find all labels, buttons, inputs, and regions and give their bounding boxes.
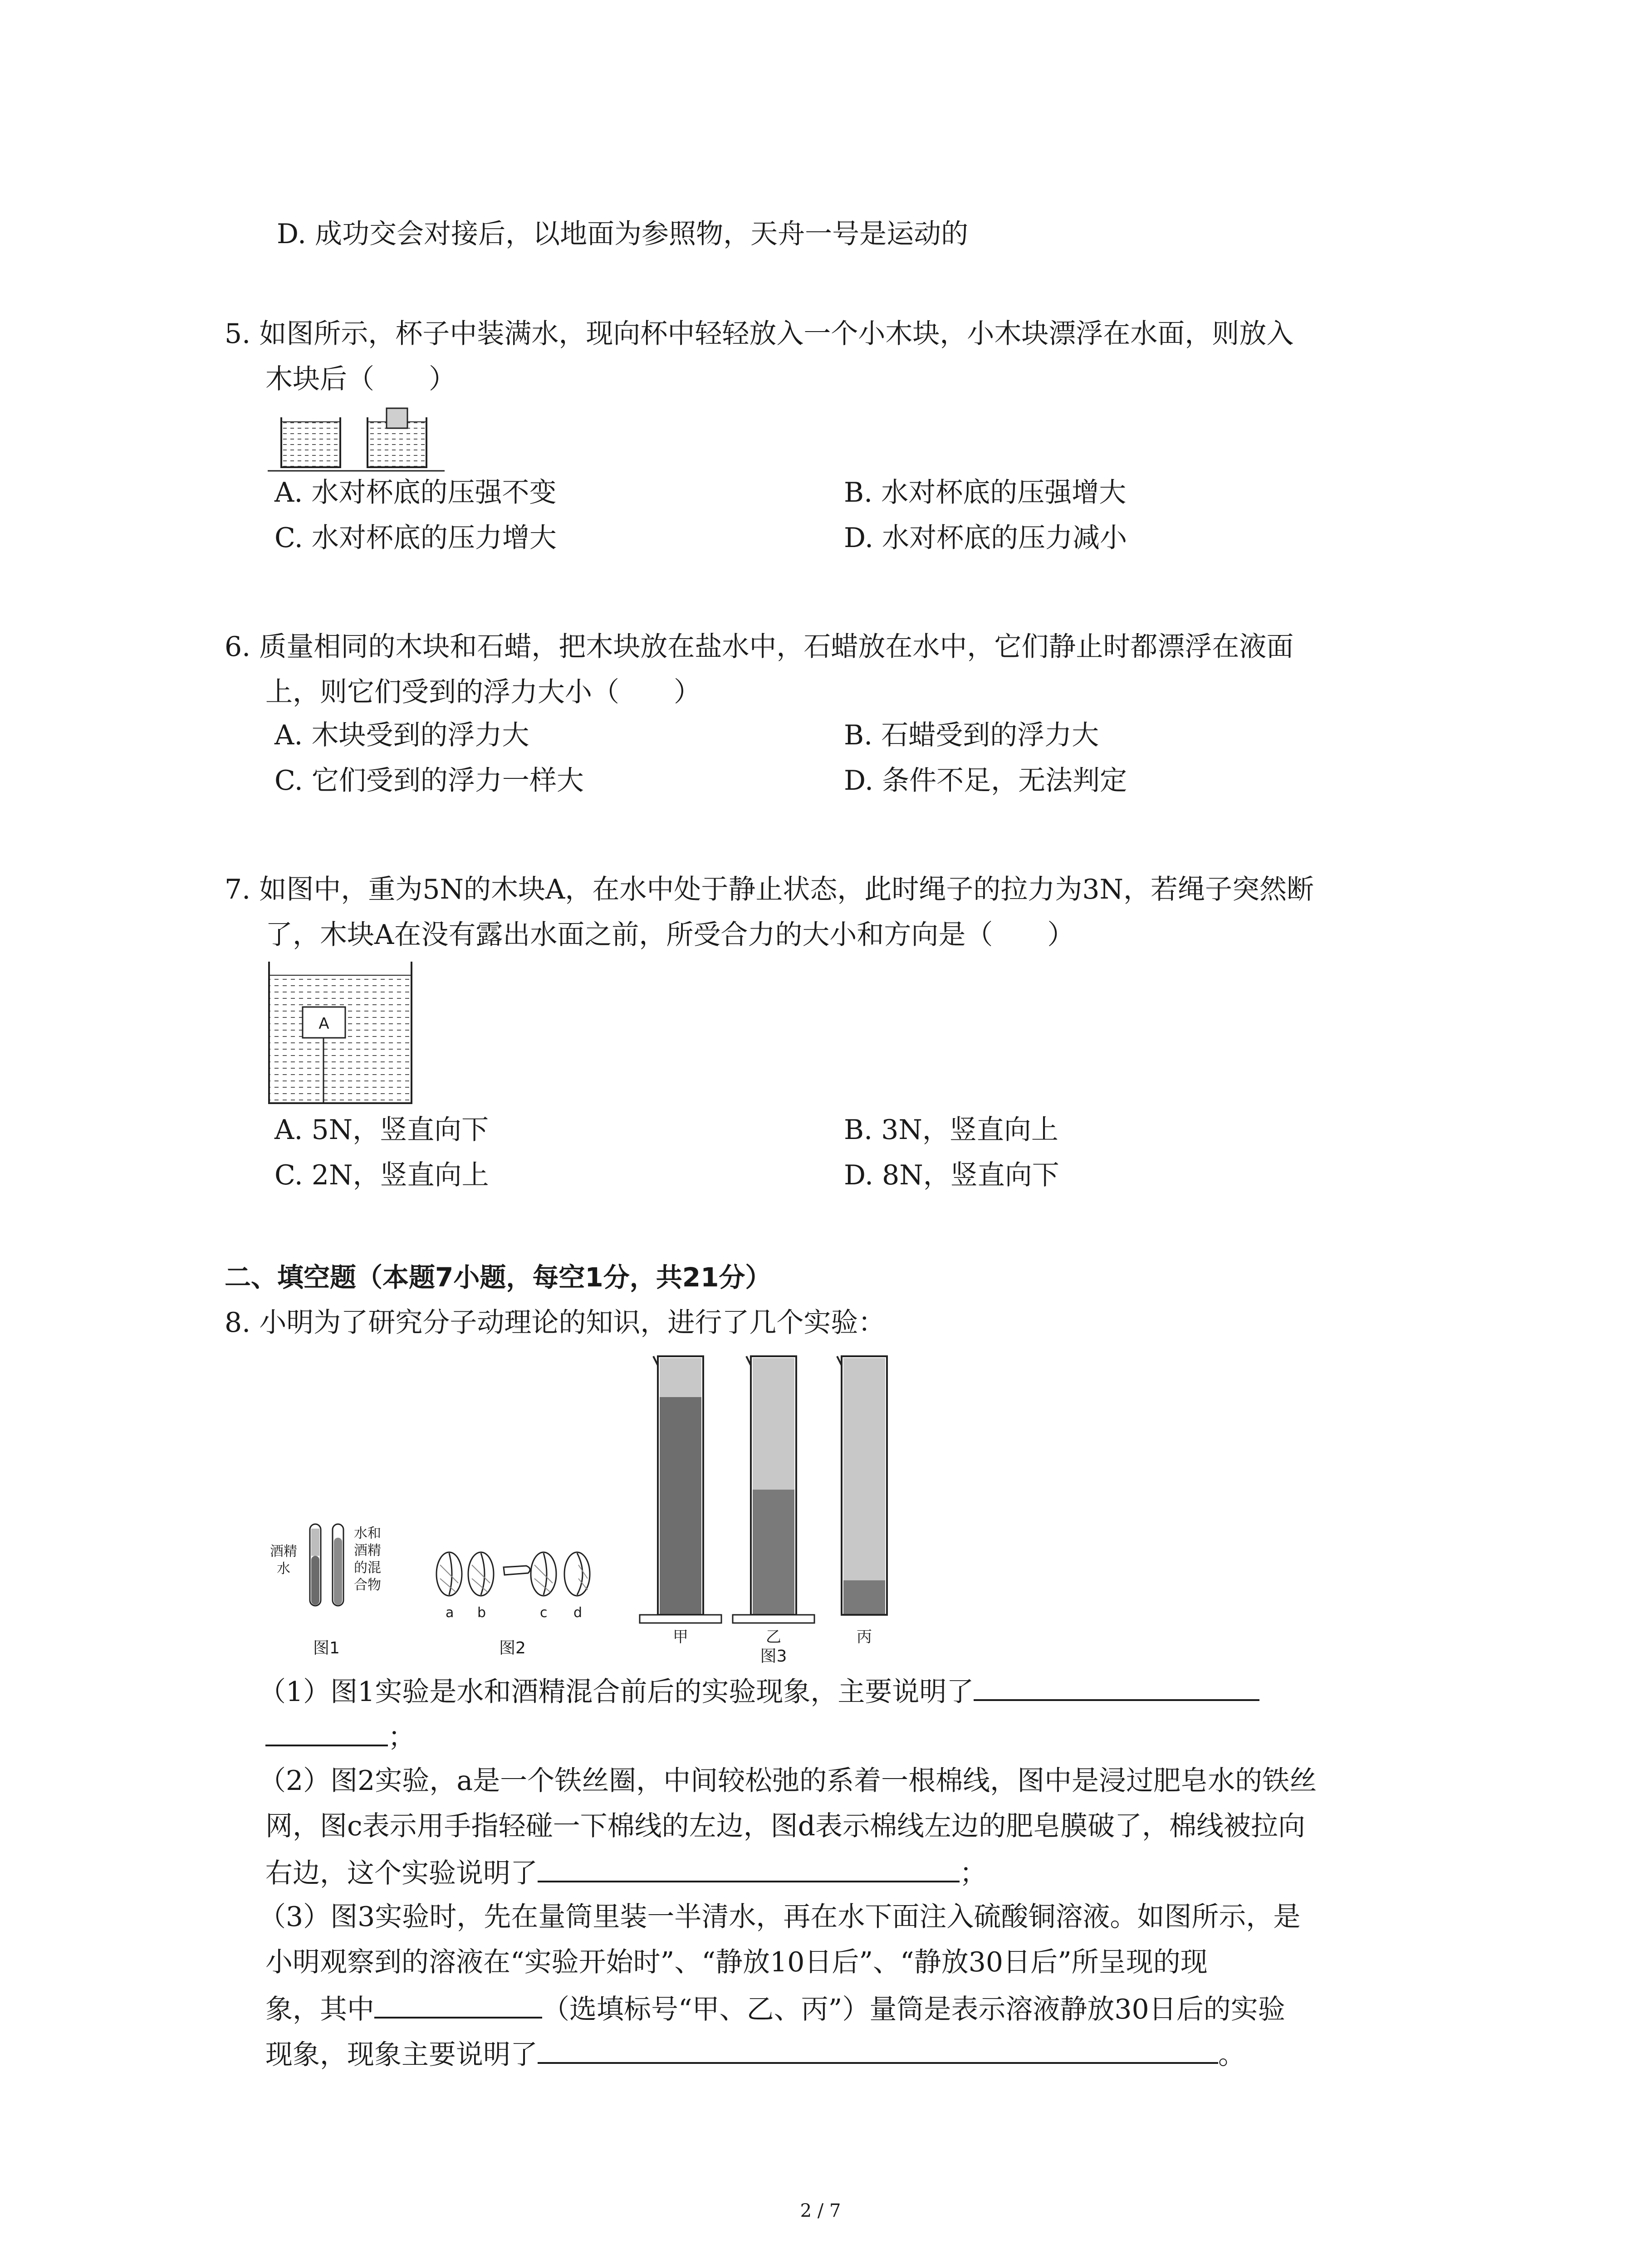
q6-stem-line1: 6. 质量相同的木块和石蜡，把木块放在盐水中，石蜡放在水中，它们静止时都漂浮在液面 — [225, 631, 1294, 663]
q7-option-c: C. 2N，竖直向上 — [274, 1159, 489, 1191]
q8-blank-1b[interactable] — [265, 1719, 388, 1746]
page-number: 2 / 7 — [800, 2200, 841, 2221]
svg-text:水和: 水和 — [354, 1525, 381, 1541]
q8-part3-line1: （3）图3实验时，先在量筒里装一半清水，再在水下面注入硫酸铜溶液。如图所示，是 — [259, 1901, 1301, 1933]
figure1-caption: 图1 — [313, 1639, 340, 1657]
svg-text:a: a — [446, 1605, 454, 1621]
block-a-label: A — [318, 1015, 329, 1033]
q8-part3-line2: 小明观察到的溶液在“实验开始时”、“静放10日后”、“静放30日后”所呈现的现 — [265, 1946, 1208, 1978]
q8-part2-line3: 右边，这个实验说明了 ； — [265, 1855, 987, 1890]
q5-option-d: D. 水对杯底的压力减小 — [844, 522, 1127, 554]
q8-part3-line3: 象，其中 （选填标号“甲、乙、丙”）量筒是表示溶液静放30日后的实验 — [265, 1991, 1285, 2026]
q6-stem-line2: 上，则它们受到的浮力大小（ ） — [265, 676, 701, 708]
q8-figure1 — [265, 1515, 402, 1665]
svg-text:乙: 乙 — [766, 1628, 781, 1646]
q7-option-b: B. 3N，竖直向上 — [844, 1114, 1058, 1146]
q5-stem-line2: 木块后（ ） — [265, 363, 456, 395]
cylinder-jia — [640, 1356, 721, 1623]
q7-option-d: D. 8N，竖直向下 — [844, 1159, 1059, 1191]
svg-text:的混: 的混 — [354, 1560, 381, 1576]
figure3-caption: 图3 — [760, 1647, 787, 1665]
q4-option-d: D. 成功交会对接后，以地面为参照物，天舟一号是运动的 — [277, 218, 969, 250]
svg-text:水: 水 — [277, 1561, 290, 1577]
q5-option-a: A. 水对杯底的压强不变 — [274, 477, 557, 508]
q8-part1-line1: （1）图1实验是水和酒精混合前后的实验现象，主要说明了 — [259, 1674, 1259, 1708]
q8-part3-line4: 现象，现象主要说明了 。 — [265, 2037, 1245, 2071]
q8-figure2 — [431, 1542, 612, 1665]
q5-option-c: C. 水对杯底的压力增大 — [274, 522, 557, 554]
q8-part1-line2: ； — [265, 1719, 415, 1754]
q8-part2-line2: 网，图c表示用手指轻碰一下棉线的左边，图d表示棉线左边的肥皂膜破了，棉线被拉向 — [265, 1810, 1306, 1842]
q7-option-a: A. 5N，竖直向下 — [274, 1114, 489, 1146]
q6-option-a: A. 木块受到的浮力大 — [274, 719, 529, 751]
cup-with-floating-block — [367, 408, 426, 467]
q6-option-c: C. 它们受到的浮力一样大 — [274, 765, 584, 797]
q5-option-b: B. 水对杯底的压强增大 — [844, 477, 1127, 508]
q7-stem-line1: 7. 如图中，重为5N的木块A，在水中处于静止状态，此时绳子的拉力为3N，若绳子突然断 — [225, 874, 1314, 905]
section2-heading: 二、填空题（本题7小题，每空1分，共21分） — [225, 1262, 772, 1293]
q7-stem-line2: 了，木块A在没有露出水面之前，所受合力的大小和方向是（ ） — [265, 919, 1075, 951]
q8-part2-line1: （2）图2实验，a是一个铁丝圈，中间较松弛的系着一根棉线，图中是浸过肥皂水的铁丝 — [259, 1765, 1317, 1797]
cylinder-yi — [733, 1356, 814, 1623]
q8-blank-3a[interactable] — [374, 1991, 542, 2019]
q5-cups-figure — [268, 404, 445, 476]
svg-text:合物: 合物 — [354, 1577, 381, 1593]
cup-without-block — [281, 417, 340, 467]
q8-figure3 — [635, 1347, 889, 1665]
q6-option-d: D. 条件不足，无法判定 — [844, 765, 1127, 797]
q6-option-b: B. 石蜡受到的浮力大 — [844, 719, 1099, 751]
svg-text:酒精: 酒精 — [270, 1544, 297, 1559]
svg-text:丙: 丙 — [857, 1628, 872, 1646]
q8-blank-1a[interactable] — [974, 1674, 1259, 1701]
q8-stem: 8. 小明为了研究分子动理论的知识，进行了几个实验： — [225, 1307, 886, 1339]
q8-blank-2[interactable] — [538, 1855, 960, 1882]
svg-text:甲: 甲 — [673, 1628, 688, 1646]
svg-text:酒精: 酒精 — [354, 1543, 381, 1559]
q5-stem-line1: 5. 如图所示，杯子中装满水，现向杯中轻轻放入一个小木块，小木块漂浮在水面，则放入 — [225, 318, 1294, 350]
cylinder-bing — [837, 1356, 887, 1615]
figure2-caption: 图2 — [499, 1639, 526, 1657]
svg-text:c: c — [540, 1605, 548, 1621]
q7-block-in-water-figure — [265, 957, 415, 1107]
svg-text:b: b — [477, 1605, 486, 1621]
svg-text:d: d — [573, 1605, 583, 1621]
q8-blank-3b[interactable] — [538, 2037, 1218, 2064]
